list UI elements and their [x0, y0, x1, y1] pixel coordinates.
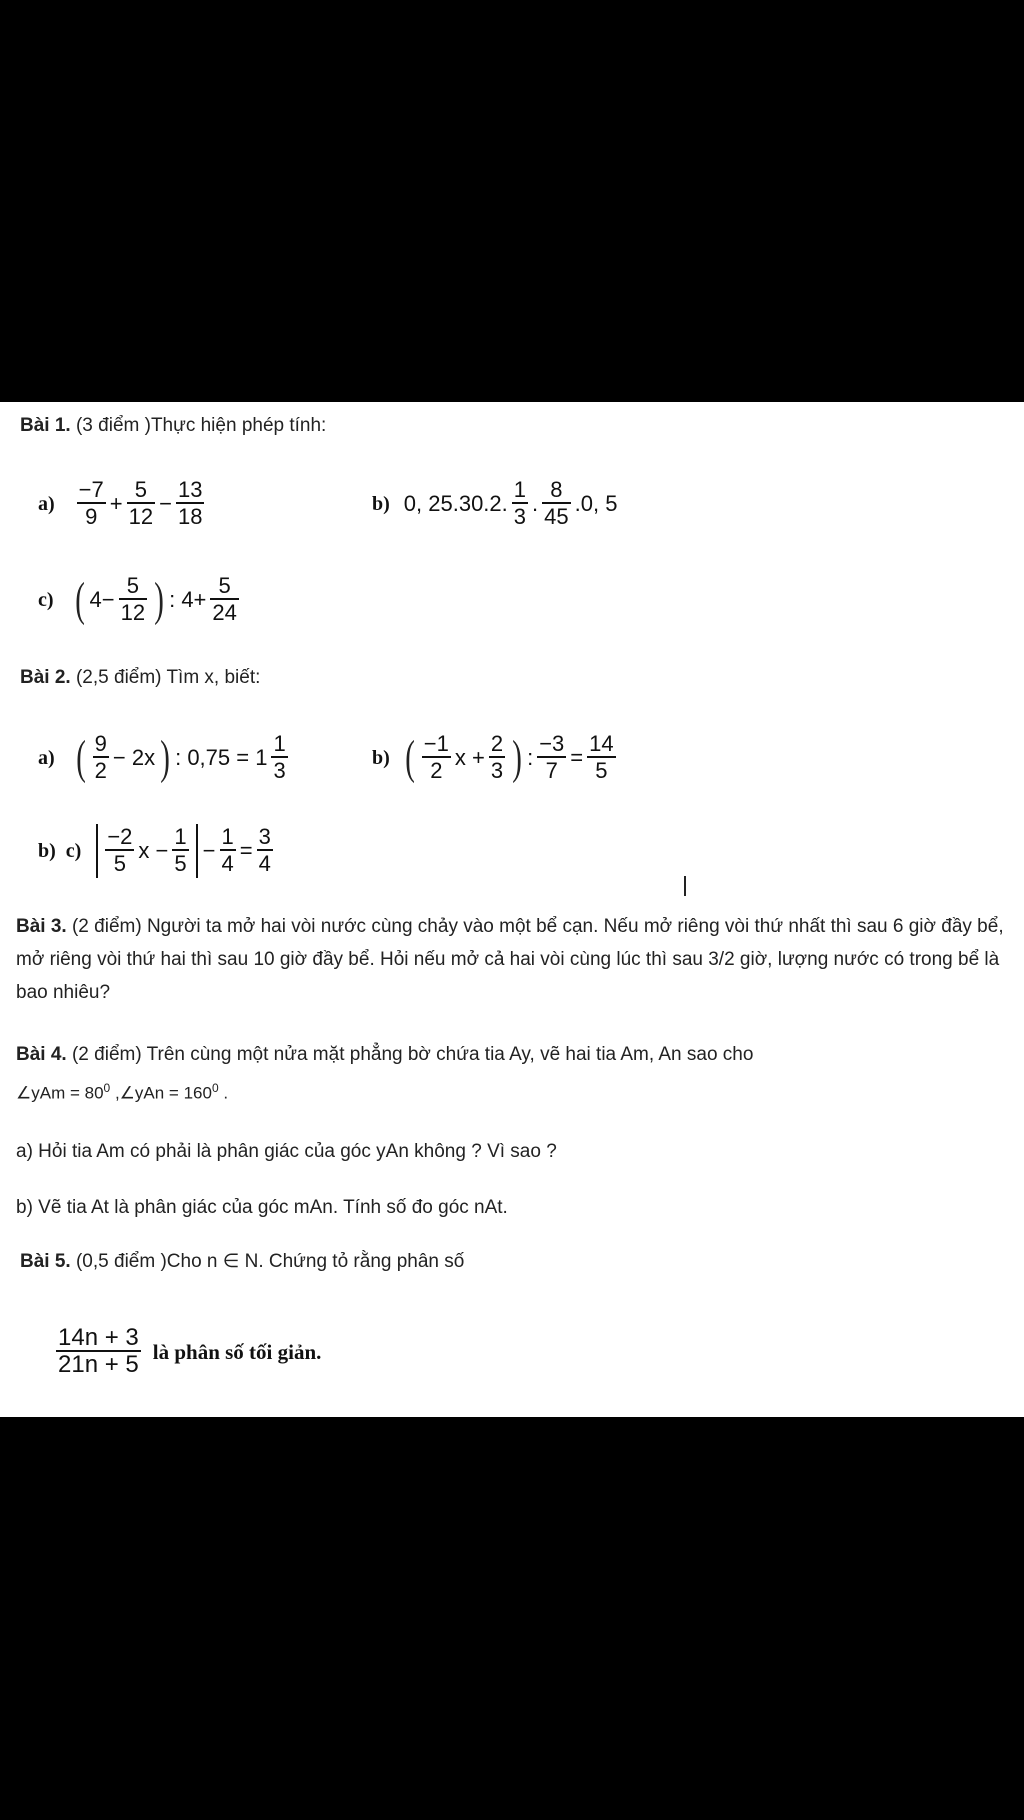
paren-close: )	[154, 573, 164, 626]
paren-open: (	[75, 731, 86, 784]
paren-open: (	[404, 731, 415, 784]
fraction	[77, 478, 106, 530]
numerator: −7	[78, 477, 104, 502]
fraction	[119, 574, 147, 626]
fraction	[127, 478, 155, 530]
bai3-heading-bold: Bài 3.	[16, 916, 67, 937]
numerator: −3	[539, 731, 565, 756]
bai1-expr-b	[372, 478, 617, 530]
bai1-heading	[20, 414, 326, 438]
fraction	[176, 478, 204, 530]
numerator: 1	[513, 477, 527, 502]
expression-text: : 0,75 = 1	[175, 745, 268, 770]
abs-bar	[96, 824, 98, 878]
operator: :	[527, 745, 534, 770]
bai1-heading-text: (3 điểm )Thực hiện phép tính:	[70, 415, 327, 436]
bai4-heading-bold: Bài 4.	[16, 1044, 67, 1065]
angle-yan: ,∠yAn = 160	[110, 1083, 212, 1103]
numerator: 13	[177, 477, 203, 502]
denominator: 3	[273, 758, 286, 783]
bai1-c-label: c)	[38, 588, 54, 611]
numerator: 14	[589, 731, 614, 756]
expression-text: : 4+	[169, 587, 207, 612]
operator: .	[532, 491, 539, 516]
bai1-heading-bold: Bài 1.	[20, 415, 71, 436]
bai2-heading-bold: Bài 2.	[20, 667, 71, 688]
bai2-c-label: b) c)	[38, 839, 82, 862]
fraction	[172, 825, 188, 877]
numerator: −1	[423, 731, 449, 756]
denominator: 7	[537, 756, 566, 784]
bai3-text: (2 điểm) Người ta mở hai vòi nước cùng chảy vào một bể cạn. Nếu mở riêng vòi thứ nhất thì sau 6 giờ đầy bể, mở riêng vòi thứ hai thì sau 10 giờ đầy bể. Hỏi nếu mở cả hai vòi cùng lúc thì sau 3/2 giờ, lượng nước có trong bể là bao nhiêu?	[16, 916, 1004, 1003]
bai1-expr-c	[38, 574, 241, 626]
bai5-expression	[54, 1326, 321, 1378]
expression-text: − 2x	[112, 745, 156, 770]
expression-text: x +	[454, 745, 485, 770]
fraction	[422, 732, 451, 784]
bai1-b-label: b)	[372, 492, 390, 515]
fraction	[512, 478, 528, 530]
angle-yam: ∠yAm = 80	[16, 1083, 104, 1103]
document-page	[0, 402, 1024, 1417]
fraction	[271, 732, 287, 784]
degree-sup: 0	[103, 1081, 111, 1095]
bai4-question-b: b) Vẽ tia At là phân giác của góc mAn. Tính số đo góc nAt.	[16, 1197, 508, 1218]
bai5-heading	[20, 1250, 464, 1274]
paren-close: )	[160, 731, 170, 784]
fraction	[210, 574, 238, 626]
paren-open: (	[74, 573, 85, 626]
denominator: 3	[513, 504, 527, 529]
bai3-paragraph	[16, 910, 1016, 1009]
numerator: 3	[258, 824, 271, 849]
fraction	[220, 825, 236, 877]
fraction	[56, 1326, 141, 1378]
bai5-heading-bold: Bài 5.	[20, 1251, 71, 1272]
bai2-expr-b	[372, 732, 618, 784]
paren-close: )	[512, 731, 522, 784]
fraction	[257, 825, 273, 877]
denominator: 5	[105, 849, 134, 877]
fraction	[537, 732, 566, 784]
numerator: 2	[490, 731, 504, 756]
numerator: 5	[126, 573, 139, 598]
bai4-angles	[16, 1076, 228, 1106]
denominator: 12	[128, 504, 154, 529]
numerator: −2	[107, 824, 133, 849]
fraction	[489, 732, 505, 784]
numerator: 5	[218, 573, 231, 598]
denominator: 2	[422, 756, 451, 784]
stray-mark	[684, 876, 686, 896]
numerator: 1	[221, 824, 234, 849]
angle-end: .	[218, 1083, 229, 1103]
operator: =	[570, 745, 584, 770]
bai2-heading	[20, 666, 260, 690]
denominator: 2	[94, 758, 107, 783]
denominator: 4	[221, 851, 234, 876]
expression-text: 4−	[89, 587, 115, 612]
abs-bar	[196, 824, 198, 878]
numerator: 1	[273, 731, 286, 756]
denominator: 12	[120, 600, 146, 625]
denominator: 21n + 5	[58, 1351, 139, 1378]
fraction	[542, 478, 570, 530]
bai2-expr-c	[38, 824, 275, 878]
numerator: 8	[550, 477, 563, 502]
numerator: 1	[174, 824, 187, 849]
expression-text: x −	[138, 838, 169, 863]
numerator: 5	[134, 477, 147, 502]
denominator: 5	[587, 756, 615, 784]
bai4-paragraph	[16, 1038, 1020, 1071]
expression-text: 0, 25.30.2.	[403, 491, 508, 516]
bai5-tail: là phân số tối giản.	[152, 1339, 322, 1364]
bai1-a-label: a)	[38, 492, 55, 515]
bai5-text: (0,5 điểm )Cho n ∈ N. Chứng tỏ rằng phân số	[70, 1251, 465, 1272]
operator: +	[109, 491, 123, 516]
bai2-expr-a	[38, 732, 290, 784]
expression-text: .0, 5	[574, 491, 618, 516]
operator: −	[159, 491, 172, 516]
bai2-heading-text: (2,5 điểm) Tìm x, biết:	[70, 667, 261, 688]
denominator: 5	[174, 851, 187, 876]
fraction	[93, 732, 109, 784]
fraction	[105, 825, 134, 877]
operator: =	[239, 838, 253, 863]
denominator: 3	[490, 758, 504, 783]
operator: −	[202, 838, 216, 863]
denominator: 45	[544, 504, 569, 529]
degree-sup: 0	[211, 1081, 219, 1095]
numerator: 14n + 3	[58, 1324, 139, 1351]
bai2-b-label: b)	[372, 746, 390, 769]
bai1-expr-a	[38, 478, 206, 530]
fraction	[587, 732, 615, 784]
denominator: 4	[258, 851, 271, 876]
bai4-question-a: a) Hỏi tia Am có phải là phân giác của góc yAn không ? Vì sao ?	[16, 1141, 557, 1162]
numerator: 9	[94, 731, 107, 756]
bai4-text: (2 điểm) Trên cùng một nửa mặt phẳng bờ chứa tia Ay, vẽ hai tia Am, An sao cho	[66, 1044, 754, 1065]
denominator: 18	[177, 504, 203, 529]
denominator: 24	[212, 600, 237, 625]
denominator: 9	[77, 502, 106, 530]
bai2-a-label: a)	[38, 746, 55, 769]
